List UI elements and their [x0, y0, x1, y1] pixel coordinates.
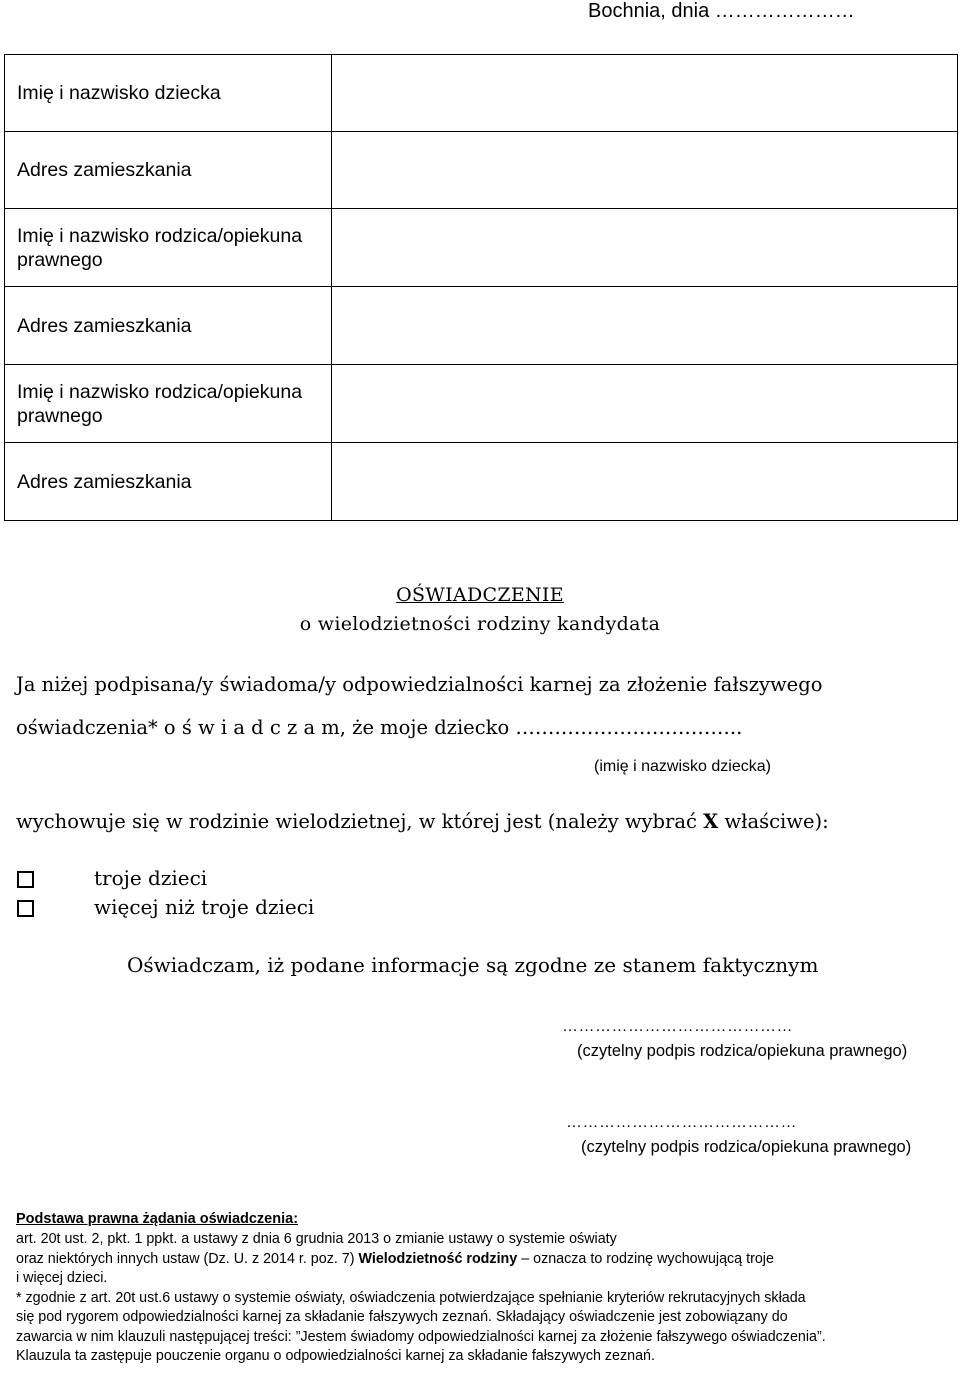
option-more-than-three-label: więcej niż troje dzieci — [94, 895, 315, 919]
legal-line: i więcej dzieci. — [16, 1270, 108, 1286]
parent1-name-field[interactable] — [332, 209, 958, 287]
statement-line-1: Ja niżej podpisana/y świadoma/y odpowiedzialności karnej za złożenie fałszywego — [16, 673, 823, 696]
personal-info-table — [4, 54, 958, 521]
parent1-address-field[interactable] — [332, 287, 958, 365]
legal-line: zawarcia w nim klauzuli następującej treści: ”Jestem świadomy odpowiedzialności karnej za złożenie fałszywego oświadczenia”. — [16, 1328, 826, 1345]
date-line: Bochnia, dnia ………………… — [588, 0, 855, 22]
legal-line: Klauzula ta zastępuje pouczenie organu o odpowiedzialności karnej za składanie fałszywych zeznań. — [16, 1348, 655, 1364]
parent2-address-field[interactable] — [332, 443, 958, 521]
child-address-label: Adres zamieszkania — [5, 132, 332, 209]
declaration-text: Oświadczam, iż podane informacje są zgodne ze stanem faktycznym — [127, 953, 819, 977]
table-row — [5, 209, 958, 287]
parent1-name-label: Imię i nazwisko rodzica/opiekuna prawnego — [5, 209, 332, 287]
legal-line-text: oraz niektórych innych ustaw (Dz. U. z 2014 r. poz. 7) — [16, 1250, 359, 1267]
child-name-hint: (imię i nazwisko dziecka) — [594, 758, 771, 775]
table-row — [5, 55, 958, 132]
legal-line-text: – oznacza to rodzinę wychowującą troje — [517, 1250, 774, 1267]
table-row — [5, 443, 958, 521]
child-name-field[interactable] — [332, 55, 958, 132]
option-more-than-three-checkbox[interactable] — [17, 900, 34, 917]
signature-caption-1: (czytelny podpis rodzica/opiekuna prawnego) — [577, 1042, 908, 1060]
x-mark-label: X — [703, 810, 719, 833]
parent2-address-label: Adres zamieszkania — [5, 443, 332, 521]
definition-term: Wielodzietność rodziny — [358, 1250, 518, 1267]
statement-line-2: oświadczenia* o ś w i a d c z a m, że moje dziecko …………………………….. — [16, 716, 743, 739]
child-name-label: Imię i nazwisko dziecka — [5, 55, 332, 132]
table-row — [5, 365, 958, 443]
child-address-field[interactable] — [332, 132, 958, 209]
signature-line-2[interactable]: …………………………………… — [566, 1114, 797, 1131]
document-title: OŚWIADCZENIE — [396, 584, 564, 606]
table-row — [5, 287, 958, 365]
legal-line: * zgodnie z art. 20t ust.6 ustawy o systemie oświaty, oświadczenia potwierdzające spełnianie kryteriów rekrutacyjnych składa — [16, 1289, 806, 1306]
parent2-name-label: Imię i nazwisko rodzica/opiekuna prawnego — [5, 365, 332, 443]
legal-line: art. 20t ust. 2, pkt. 1 ppkt. a ustawy z dnia 6 grudnia 2013 o zmianie ustawy o systemie oświaty — [16, 1231, 617, 1247]
legal-line: się pod rygorem odpowiedzialności karnej za składanie fałszywych zeznań. Składający oświadczenie jest zobowiązany do — [16, 1309, 788, 1325]
signature-line-1[interactable]: …………………………………… — [562, 1018, 793, 1035]
legal-basis-text — [16, 1230, 956, 1367]
parent1-address-label: Adres zamieszkania — [5, 287, 332, 365]
legal-line — [16, 1250, 956, 1270]
document-subtitle: o wielodzietności rodziny kandydata — [299, 613, 661, 635]
statement-line-3 — [16, 810, 829, 833]
option-three-children-checkbox[interactable] — [17, 871, 34, 888]
parent2-name-field[interactable] — [332, 365, 958, 443]
statement-line-3-text: wychowuje się w rodzinie wielodzietnej, w której jest (należy wybrać — [16, 810, 704, 833]
signature-caption-2: (czytelny podpis rodzica/opiekuna prawnego) — [581, 1138, 912, 1156]
legal-basis-title: Podstawa prawna żądania oświadczenia: — [16, 1211, 299, 1227]
table-row — [5, 132, 958, 209]
statement-line-3-end: właściwe): — [718, 810, 829, 833]
option-three-children-label: troje dzieci — [94, 866, 208, 890]
